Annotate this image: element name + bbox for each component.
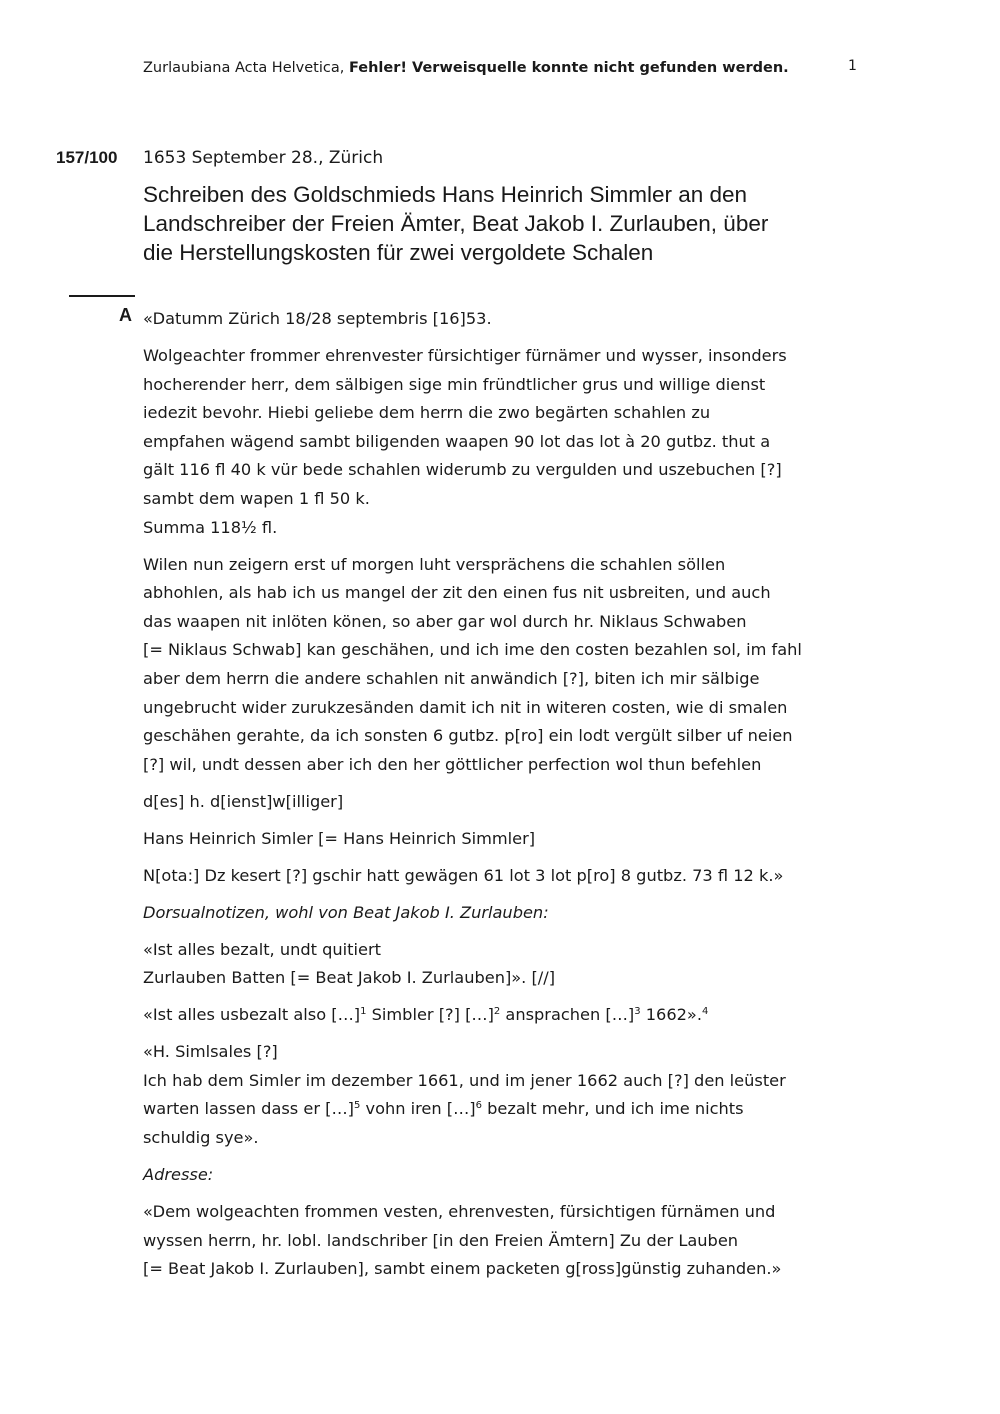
text-segment: warten lassen dass er […] bbox=[143, 1099, 354, 1119]
text-line: schuldig sye». bbox=[143, 1127, 259, 1147]
text-line: Wolgeachter frommer ehrenvester fürsichtiger fürnämer und wysser, insonders bbox=[143, 345, 787, 365]
signature: Hans Heinrich Simler [= Hans Heinrich Simmler] bbox=[143, 828, 536, 848]
title-line: Landschreiber der Freien Ämter, Beat Jakob I. Zurlauben, über bbox=[143, 211, 769, 236]
header-error-text: Fehler! Verweisquelle konnte nicht gefunden werden. bbox=[348, 60, 789, 76]
title-line: die Herstellungskosten für zwei vergoldete Schalen bbox=[143, 240, 654, 265]
footnote-ref[interactable]: 2 bbox=[493, 1006, 501, 1018]
title-line: Schreiben des Goldschmieds Hans Heinrich Simmler an den bbox=[143, 182, 748, 207]
text-segment: vohn iren […] bbox=[360, 1099, 476, 1119]
footnote-ref[interactable]: 3 bbox=[634, 1006, 641, 1018]
text-line: Zurlauben Batten [= Beat Jakob I. Zurlauben]». [//] bbox=[143, 968, 556, 988]
text-line: gält 116 fl 40 k vür bede schahlen widerumb zu vergulden und uszebuchen [?] bbox=[143, 460, 782, 480]
text-line: «H. Simlsales [?] bbox=[143, 1042, 278, 1062]
section-divider bbox=[69, 295, 135, 297]
letter-paragraph bbox=[143, 551, 863, 780]
address-text bbox=[143, 1198, 863, 1284]
text-line: «Ist alles bezalt, undt quitiert bbox=[143, 939, 381, 959]
footnote-ref[interactable]: 1 bbox=[360, 1006, 367, 1018]
text-line: hocherender herr, dem sälbigen sige min fründtlicher grus und willige dienst bbox=[143, 374, 766, 394]
text-line: wyssen herrn, hr. lobl. landschriber [in den Freien Ämtern] Zu der Lauben bbox=[143, 1230, 739, 1250]
address-heading: Adresse: bbox=[143, 1164, 214, 1184]
text-line: [= Beat Jakob I. Zurlauben], sambt einem packeten g[ross]günstig zuhanden.» bbox=[143, 1259, 782, 1279]
text-line: Ich hab dem Simler im dezember 1661, und im jener 1662 auch [?] den leüster bbox=[143, 1070, 786, 1090]
text-line: empfahen wägend sambt biligenden waapen 90 lot das lot à 20 gutbz. thut a bbox=[143, 431, 771, 451]
text-line: iedezit bevohr. Hiebi geliebe dem herrn die zwo begärten schahlen zu bbox=[143, 403, 711, 423]
footnote-ref[interactable]: 4 bbox=[702, 1006, 709, 1018]
nota: N[ota:] Dz kesert [?] gschir hatt gewägen 61 lot 3 lot p[ro] 8 gutbz. 73 fl 12 k.» bbox=[143, 865, 784, 885]
text-line: «Dem wolgeachten frommen vesten, ehrenvesten, fürsichtigen fürnämen und bbox=[143, 1201, 776, 1221]
dorsal-heading: Dorsualnotizen, wohl von Beat Jakob I. Zurlauben: bbox=[143, 902, 549, 922]
text-line: aber dem herrn die andere schahlen nit anwändich [?], biten ich mir sälbige bbox=[143, 668, 760, 688]
text-segment: ansprachen […] bbox=[500, 1005, 635, 1025]
text-segment: Simbler [?] […] bbox=[366, 1005, 494, 1025]
running-header bbox=[143, 58, 863, 78]
text-line: geschähen gerahte, da ich sonsten 6 gutbz. p[ro] ein lodt vergült silber uf neien bbox=[143, 726, 793, 746]
closing-formula: d[es] h. d[ienst]w[illiger] bbox=[143, 791, 344, 811]
siglum: A bbox=[119, 305, 132, 325]
text-segment: 1662». bbox=[640, 1005, 702, 1025]
text-segment: bezalt mehr, und ich ime nichts bbox=[482, 1099, 744, 1119]
text-segment: «Ist alles usbezalt also […] bbox=[143, 1005, 361, 1025]
header-series: Zurlaubiana Acta Helvetica, bbox=[143, 60, 349, 76]
dorsal-note bbox=[143, 936, 863, 993]
text-line: ungebrucht wider zurukzesänden damit ich nit in witeren costen, wie di smalen bbox=[143, 697, 788, 717]
text-line: abhohlen, als hab ich us mangel der zit den einen fus nit usbreiten, und auch bbox=[143, 583, 771, 603]
text-line: das waapen nit inlöten könen, so aber gar wol durch hr. Niklaus Schwaben bbox=[143, 611, 747, 631]
dating-line: «Datumm Zürich 18/28 septembris [16]53. bbox=[143, 309, 492, 328]
text-line: Summa 118½ fl. bbox=[143, 517, 278, 537]
dorsal-note bbox=[143, 1001, 863, 1030]
text-line: [= Niklaus Schwab] kan geschähen, und ich ime den costen bezahlen sol, im fahl bbox=[143, 640, 802, 660]
footnote-ref[interactable]: 5 bbox=[353, 1100, 361, 1112]
text-line: sambt dem wapen 1 fl 50 k. bbox=[143, 488, 370, 508]
text-line: [?] wil, undt dessen aber ich den her göttlicher perfection wol thun befehlen bbox=[143, 754, 762, 774]
transcription-body bbox=[143, 305, 863, 1292]
letter-paragraph bbox=[143, 342, 863, 542]
entry-date-place: 1653 September 28., Zürich bbox=[143, 148, 384, 168]
dorsal-note bbox=[143, 1038, 863, 1152]
text-line: Wilen nun zeigern erst uf morgen luht versprächens die schahlen söllen bbox=[143, 554, 726, 574]
page-number: 1 bbox=[848, 58, 857, 74]
entry-number: 157/100 bbox=[56, 148, 118, 167]
document-title bbox=[143, 180, 843, 267]
footnote-ref[interactable]: 6 bbox=[475, 1100, 482, 1112]
